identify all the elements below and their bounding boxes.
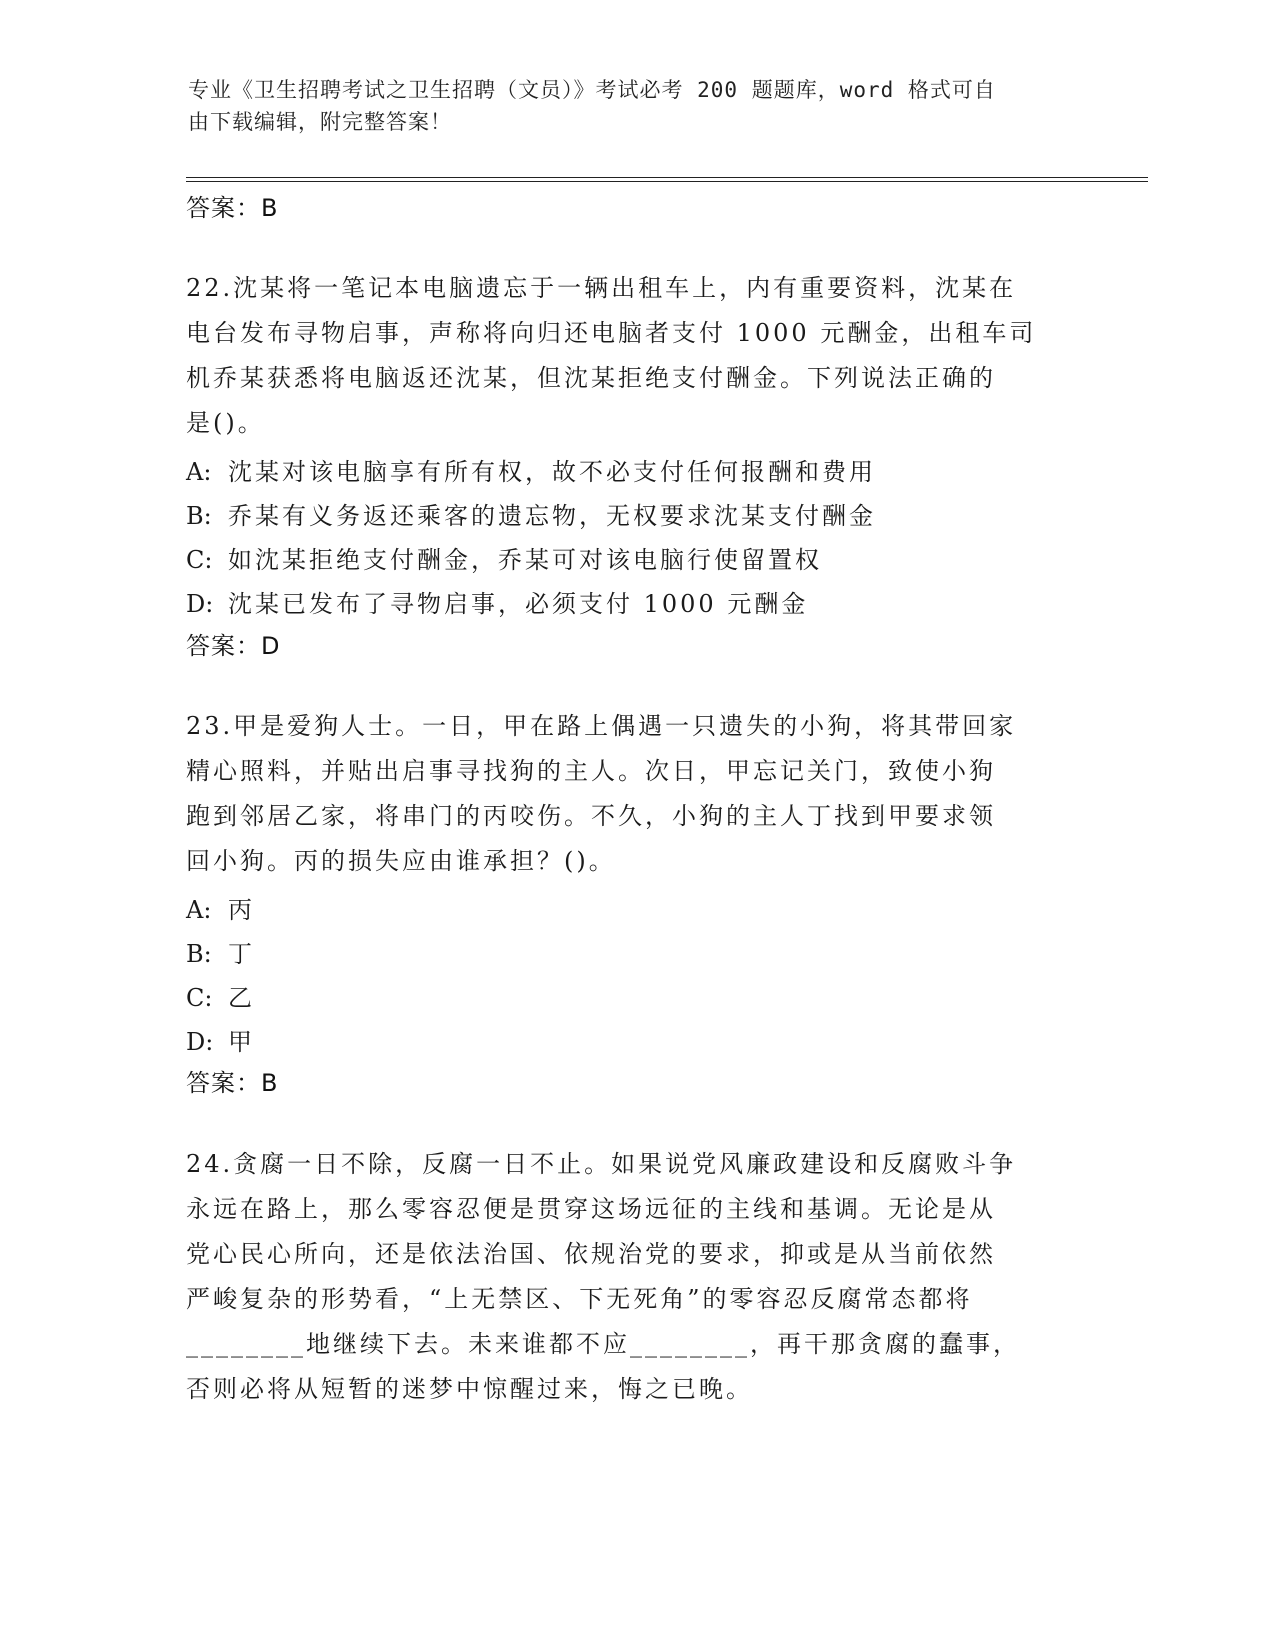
question-22-option-b [186, 500, 876, 532]
question-22-option-d [186, 588, 808, 620]
option-text: 丙 [228, 896, 255, 924]
option-text: 丁 [228, 940, 255, 968]
header-line-1: 专业《卫生招聘考试之卫生招聘（文员）》考试必考 200 题题库，word 格式可自 [188, 78, 996, 102]
option-key: A: [186, 896, 212, 924]
question-23-line: 跑到邻居乙家，将串门的丙咬伤。不久，小狗的主人丁找到甲要求领 [186, 802, 996, 830]
option-key: B: [186, 940, 212, 968]
question-24-line: 严峻复杂的形势看，“上无禁区、下无死角”的零容忍反腐常态都将 [186, 1285, 973, 1313]
question-23-answer: 答案：B [186, 1069, 279, 1097]
option-text: 沈某已发布了寻物启事，必须支付 1000 元酬金 [228, 590, 809, 618]
option-key: D: [186, 1028, 214, 1056]
option-text: 沈某对该电脑享有所有权，故不必支付任何报酬和费用 [228, 458, 876, 486]
previous-answer: 答案：B [186, 194, 279, 222]
option-key: A: [186, 458, 212, 486]
question-23 [186, 704, 1066, 884]
question-24-line: ________地继续下去。未来谁都不应________，再干那贪腐的蠢事， [186, 1330, 1020, 1358]
header-divider-bottom [186, 181, 1148, 182]
question-23-option-b [186, 938, 255, 970]
option-key: C: [186, 984, 213, 1012]
header-line-2: 由下载编辑，附完整答案！ [188, 110, 452, 134]
question-22-line: 电台发布寻物启事，声称将向归还电脑者支付 1000 元酬金，出租车司 [186, 319, 1037, 347]
question-24-line: 24.贪腐一日不除，反腐一日不止。如果说党风廉政建设和反腐败斗争 [186, 1150, 1017, 1178]
option-text: 如沈某拒绝支付酬金，乔某可对该电脑行使留置权 [228, 546, 822, 574]
question-22-answer: 答案：D [186, 632, 281, 660]
question-22-line: 22.沈某将一笔记本电脑遗忘于一辆出租车上，内有重要资料，沈某在 [186, 274, 1017, 302]
option-text: 乙 [228, 984, 255, 1012]
question-23-option-d [186, 1026, 255, 1058]
question-22-option-a [186, 456, 876, 488]
option-text: 甲 [228, 1028, 255, 1056]
question-22-option-c [186, 544, 822, 576]
option-key: B: [186, 502, 212, 530]
header-divider-top [186, 177, 1148, 178]
option-text: 乔某有义务返还乘客的遗忘物，无权要求沈某支付酬金 [228, 502, 876, 530]
question-23-option-c [186, 982, 255, 1014]
question-23-line: 精心照料，并贴出启事寻找狗的主人。次日，甲忘记关门，致使小狗 [186, 757, 996, 785]
question-22-line: 机乔某获悉将电脑返还沈某，但沈某拒绝支付酬金。下列说法正确的 [186, 364, 996, 392]
question-24 [186, 1142, 1066, 1412]
document-header [188, 74, 1068, 138]
question-23-line: 回小狗。丙的损失应由谁承担？()。 [186, 847, 616, 875]
question-22 [186, 266, 1066, 446]
question-24-line: 党心民心所向，还是依法治国、依规治党的要求，抑或是从当前依然 [186, 1240, 996, 1268]
question-24-line: 永远在路上，那么零容忍便是贯穿这场远征的主线和基调。无论是从 [186, 1195, 996, 1223]
question-22-line: 是()。 [186, 409, 265, 437]
question-23-option-a [186, 894, 255, 926]
question-24-line: 否则必将从短暂的迷梦中惊醒过来，悔之已晚。 [186, 1375, 753, 1403]
option-key: D: [186, 590, 214, 618]
option-key: C: [186, 546, 213, 574]
question-23-line: 23.甲是爱狗人士。一日，甲在路上偶遇一只遗失的小狗，将其带回家 [186, 712, 1017, 740]
